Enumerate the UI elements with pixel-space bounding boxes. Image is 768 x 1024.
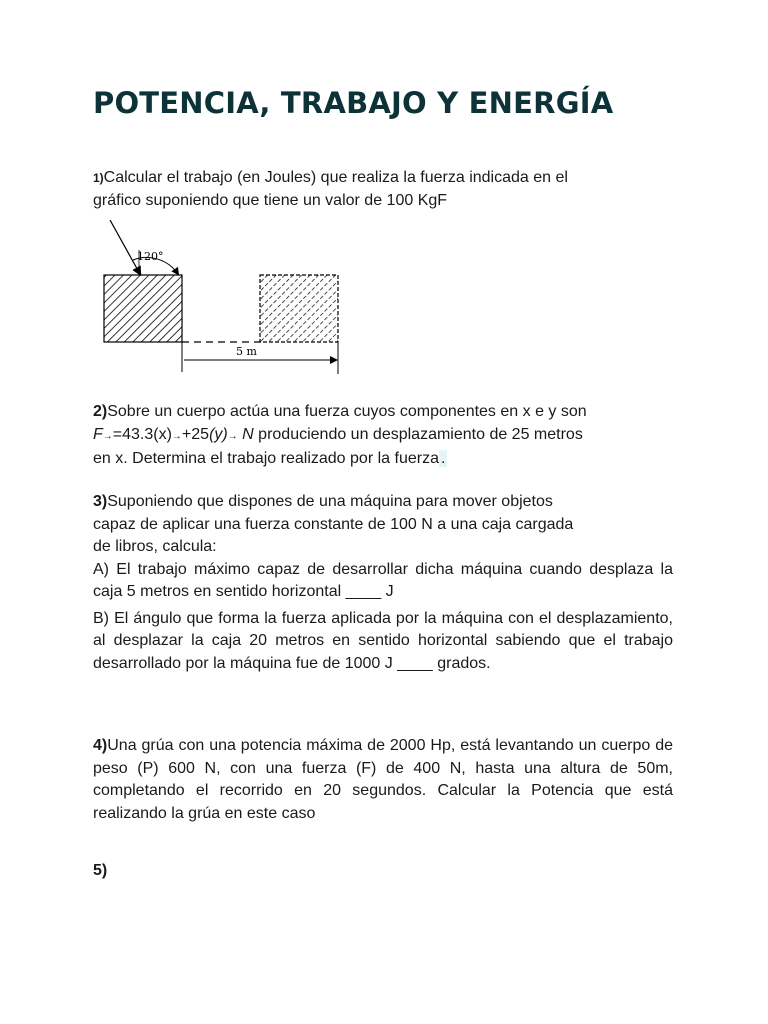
angle-label: 120° [137,250,164,263]
final-block [260,275,338,342]
force-arrow [110,220,140,274]
question-2-text-line3: en x. Determina el trabajo realizado por la fuerza [93,450,439,467]
question-1-text-line1: Calcular el trabajo (en Joules) que realiza la fuerza indicada en el [103,169,568,186]
formula-y: (y) [209,425,228,443]
question-3 [93,491,673,675]
page-title: POTENCIA, TRABAJO Y ENERGÍA [93,86,614,120]
question-3-line3: de libros, calcula: [93,538,217,555]
question-2-text-line2: produciendo un desplazamiento de 25 metros [253,425,583,443]
question-2-line3 [93,448,673,471]
question-3-line2: capaz de aplicar una fuerza constante de 100 N a una caja cargada [93,515,574,533]
formula-unit: N [237,425,254,443]
question-2-number: 2) [93,403,108,420]
question-3-number: 3) [93,493,108,510]
question-1-line1 [93,167,673,190]
question-3-line1 [93,491,673,514]
question-5-number: 5) [93,862,108,879]
question-2-text-line1: Sobre un cuerpo actúa una fuerza cuyos componentes en x e y son [107,403,587,420]
question-2-line2 [93,424,673,449]
formula-y-component: +25 [181,425,210,443]
formula-arrow: → [171,430,182,442]
question-3-part-a: A) El trabajo máximo capaz de desarrollar dicha máquina cuando desplaza la caja 5 metros en sentido horizontal ____ J [93,560,673,600]
question-2 [93,401,673,471]
initial-block [104,275,182,342]
question-1-number: 1) [93,171,104,185]
force-diagram [93,220,353,380]
question-1 [93,167,673,212]
question-4-text [93,735,673,825]
question-4-body: Una grúa con una potencia máxima de 2000 Hp, está levantando un cuerpo de peso (P) 600 N, con una fuerza (F) de 400 N, hasta una altura de 50m, completando el recorrido en 20 segundos. Calcular la Potencia que está realizando la grúa en este caso [93,737,673,822]
formula-arrow: → [227,430,238,442]
force-diagram-svg [93,220,353,380]
question-5 [93,860,673,883]
distance-label: 5 m [236,345,257,358]
question-4-number: 4) [93,737,108,754]
formula-arrow: → [102,430,113,442]
formula-F: F [93,425,103,443]
question-4 [93,735,673,825]
formula-x-component: =43.3(x) [112,425,172,443]
question-2-line1 [93,401,673,424]
question-2-period: . [440,450,446,467]
question-1-line2: gráfico suponiendo que tiene un valor de 100 KgF [93,191,448,209]
question-3-text-line1: Suponiendo que dispones de una máquina para mover objetos [107,493,553,510]
question-3-part-b: B) El ángulo que forma la fuerza aplicada por la máquina con el desplazamiento, al desplazar la caja 20 metros en sentido horizontal sabiendo que el trabajo desarrollado por la máquina fue de 1000 J ____ grados. [93,609,673,672]
